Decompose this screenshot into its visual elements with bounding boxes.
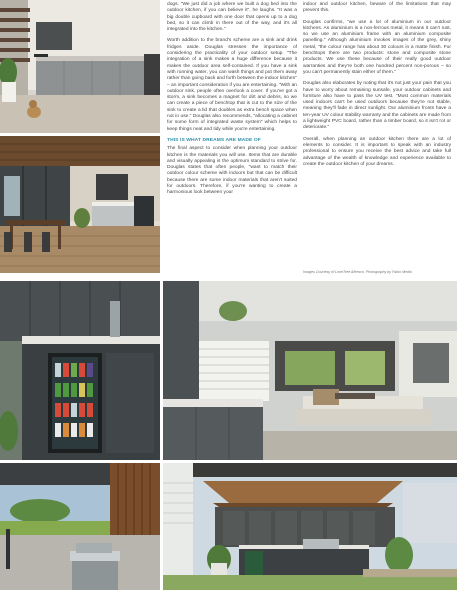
article-column-1 xyxy=(167,2,297,197)
photo-patio-lounge-kitchen xyxy=(163,281,457,460)
photo-white-kitchen-dog xyxy=(0,0,160,133)
paragraph: Overall, when planning an outdoor kitchen there are a lot of elements to consider. It is important to speak with an industry professional to ensure you receive the best advice and take full advantage of the wealth of knowledge and experience available to create the outdoor kitchen of your dreams. xyxy=(303,136,451,167)
paragraph: dogs. "We just did a job where we built a dog bed into the outdoor kitchen, if you can believe it", he laughs. "It was a big double cupboard with one door that opens up to a dog bed, so it can climb in there out of the way, and it's all integrated into the kitchen." xyxy=(167,2,297,33)
photo-credit: Images Courtesy of LimeTree Alfresco. Photography by Fabio Medio xyxy=(303,270,412,274)
paragraph: Worth addition to the brand's scheme are a sink and drink fridges aside. Douglas stresses the importance of considering the practicality of your outdoor setup. "The integration of a sink makes a huge difference because it makes the outdoor area self-contained. If you have a sink with running water, you can wash things and put them away rather than going back and forth between the indoor kitchen" – an important consideration if you are entertaining. "With an outdoor sink, people often overlook a cover. If you've got a storm, a sink becomes a magnet for dirt and debris, so we can create a piece of benchtop that is cut to the size of the sink to create a lid that doubles as extra bench space when not in use." Douglas also recommends, "allocating a cabinet for some form of integrated waste system" which helps to keep things neat and tidy while you're entertaining. xyxy=(167,38,297,132)
photo-drinks-fridge-cabinet xyxy=(0,281,160,460)
section-heading: THIS IS WHAT DREAMS ARE MADE OF xyxy=(167,137,261,143)
paragraph: Douglas also elaborates by noting that it's not just your pain that you have to worry about remaining sunsafe, your outdoor cabinets and furniture also have to pass the UV test. "Most common materials used indoors can't be used outdoors because they're not stable, meaning they'll fade in direct sunlight. Our aluminium fronts have a ten-year UV colour stability warranty and the cabinets are made from a lightweight PVC board, rather than a timber board, so it isn't rot or deteriorate." xyxy=(303,81,451,131)
article-column-2 xyxy=(303,2,451,173)
paragraph: The final aspect to consider when planning your outdoor kitchen is the materials you will use. Items that are durable and visually appealing is the optimum standard to strive for. Douglas states that often people, "want to match their outdoor colour scheme with indoors but that can be difficult because there are some indoor materials that aren't suited for outdoors. Therefore, if you're wanting to create a harmonious look between your xyxy=(167,146,297,196)
paragraph: indoor and outdoor kitchen, beware of the limitations that may prevent this. xyxy=(303,2,451,14)
photo-outdoor-kitchen-timber-deck xyxy=(0,136,160,273)
photo-pergola-bbq-pool xyxy=(0,463,160,590)
paragraph: Douglas confirms, "we use a lot of aluminium in our outdoor kitchens. As aluminium is a non-ferrous metal, it means it can't rust, so we use an aluminium frame with an aluminium composite panelling." Although aluminium invokes images of the grey, shiny metal, "the colour range has about 30 colours in a matte finish. For benchtops there are two products: stone and composite stone products. We use these because of their really good outdoor warranties and they're both one hundred percent non-porous – so you can't permanently stain either of them." xyxy=(303,19,451,75)
photo-garden-kitchen-pergola xyxy=(163,463,457,590)
